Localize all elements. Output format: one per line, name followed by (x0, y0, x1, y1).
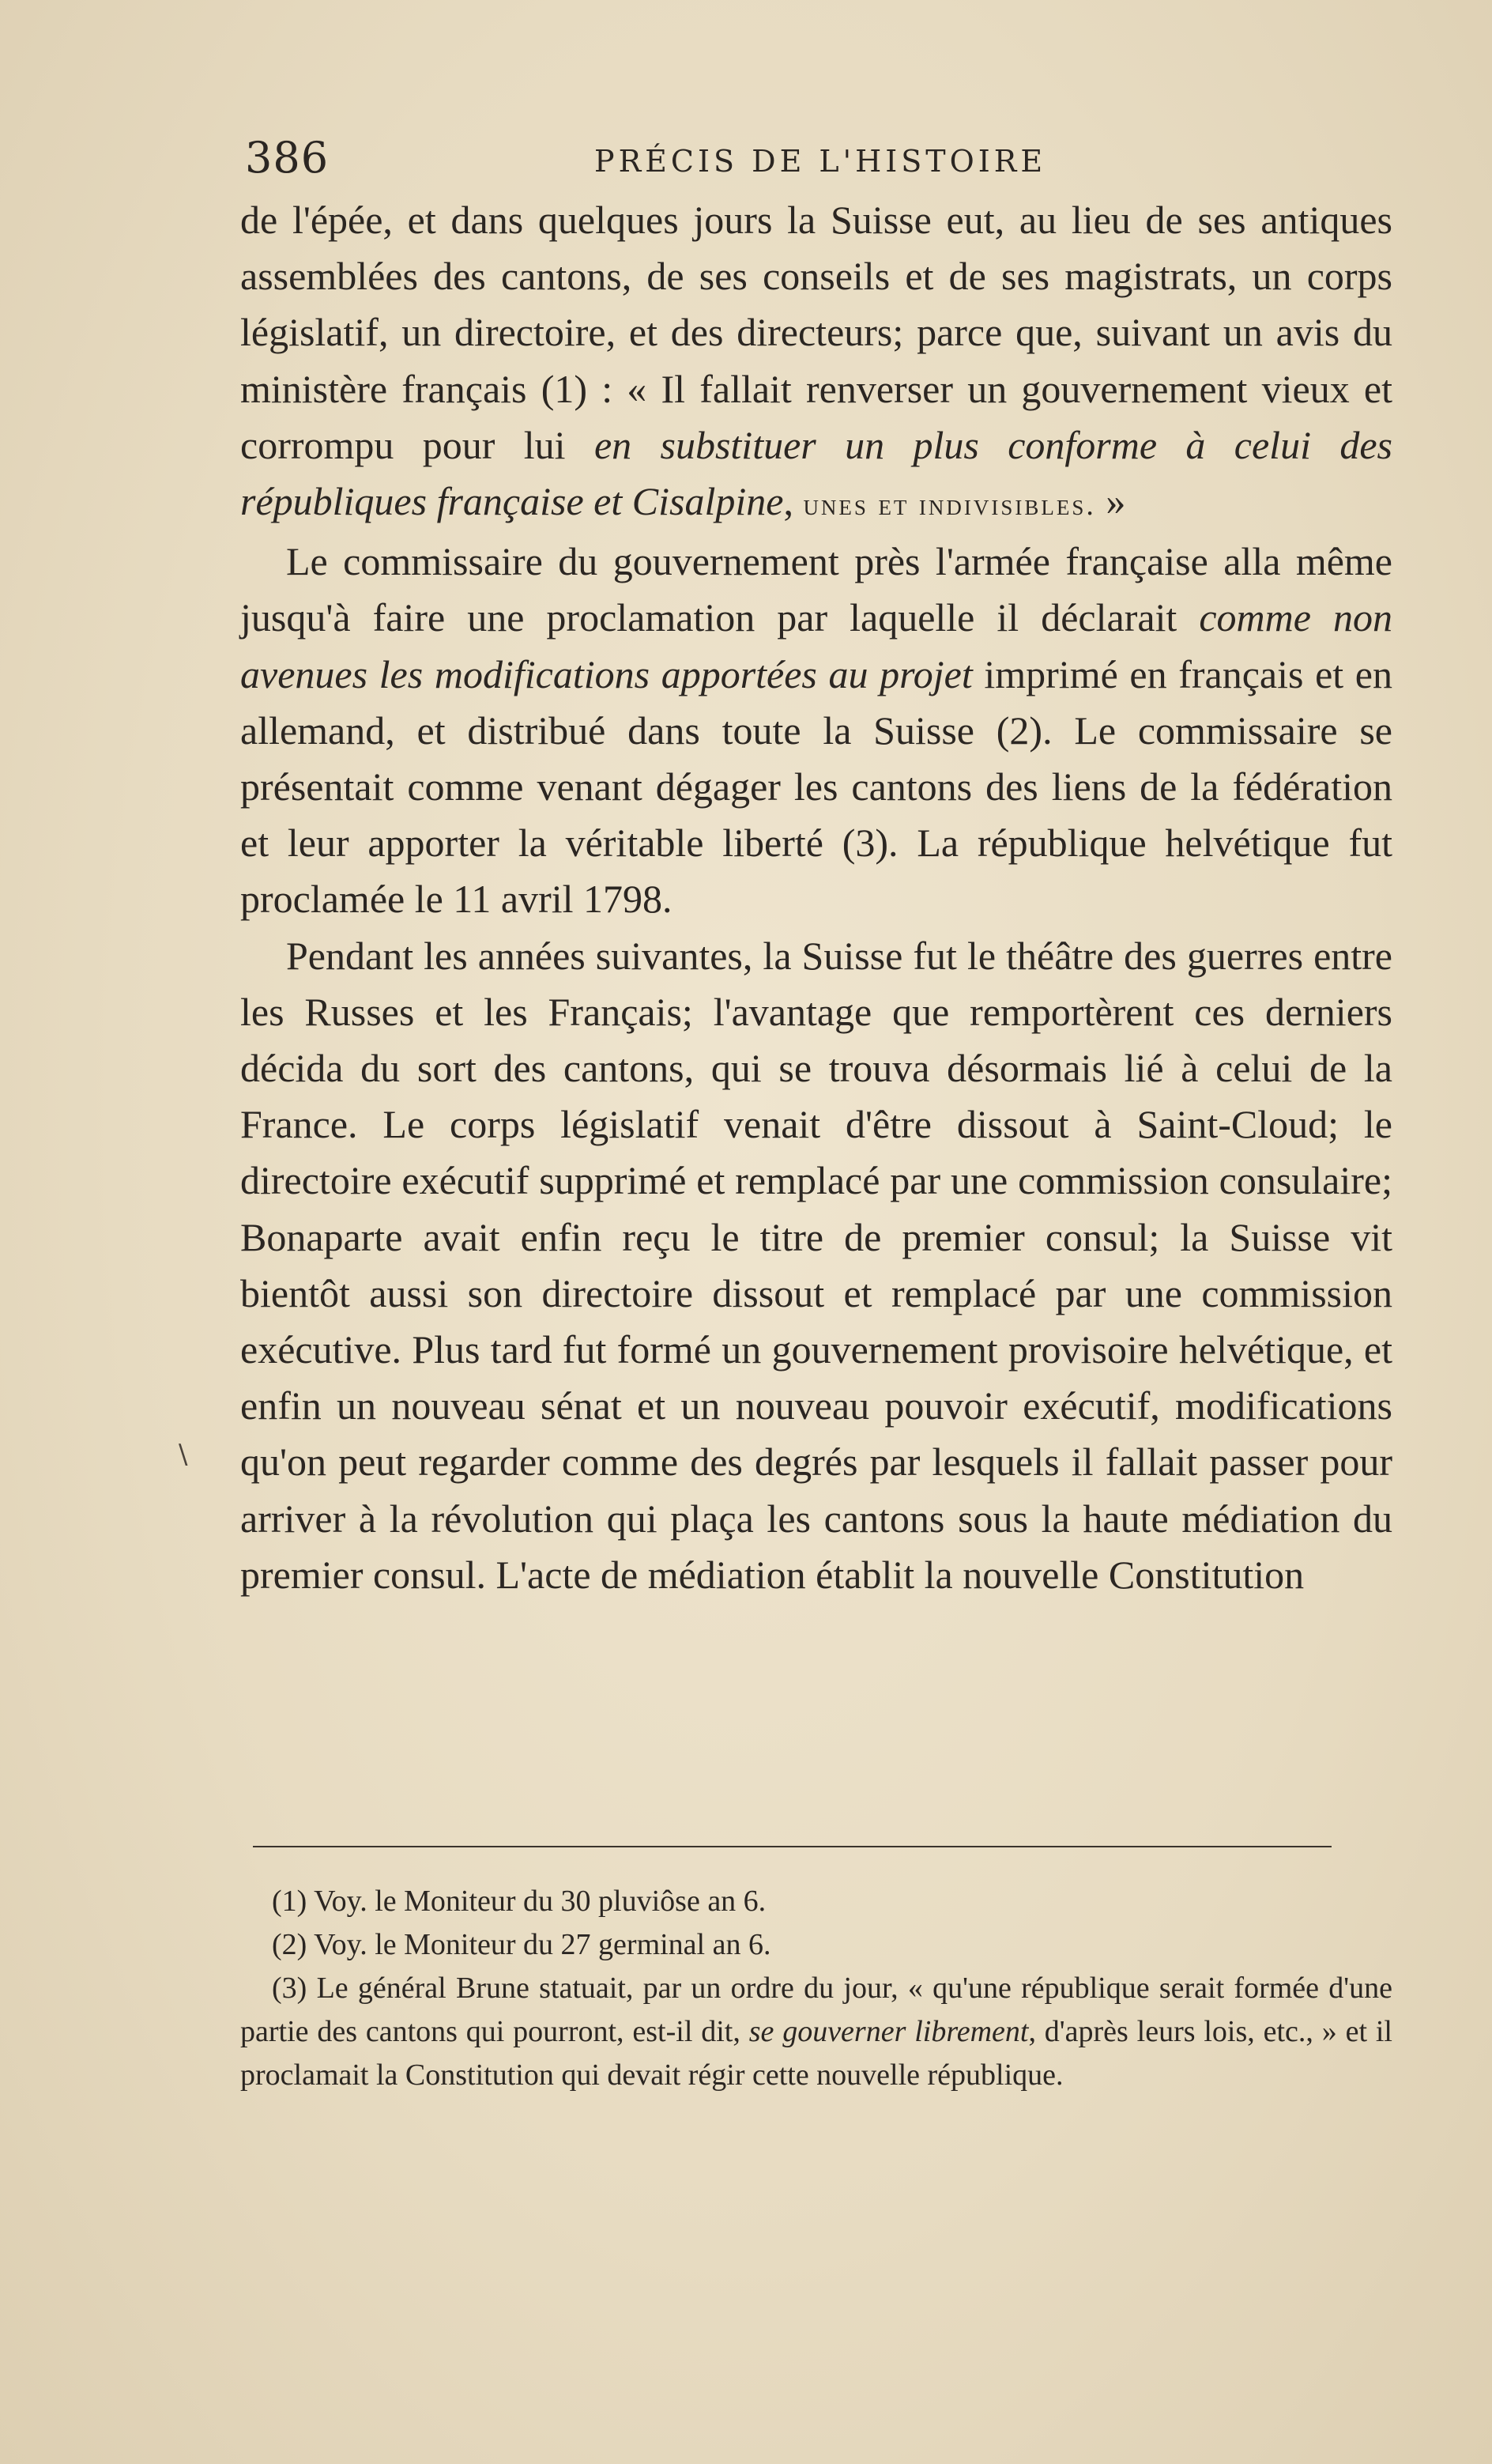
footnote-1: (1) Voy. le Moniteur du 30 pluviôse an 6. (272, 1885, 767, 1918)
running-head: PRÉCIS DE L'HISTOIRE (594, 144, 1047, 179)
page-number: 386 (245, 133, 330, 183)
body-text (240, 192, 1392, 1603)
margin-mark: \ (179, 1439, 188, 1470)
page-header (245, 133, 1399, 188)
footnote-3: (3) Le général Brune statuait, par un ordre du jour, « qu'une république serait formée d'une partie des cantons qui pourront, est-il dit, se gouverner librement, d'après leurs lois, etc., » et il proclamait la Constitution qui devait régir cette nouvelle république. (240, 1972, 1392, 2092)
small-caps-text: unes et indivisibles. (803, 489, 1096, 523)
footnotes (240, 1880, 1392, 2097)
italic-quote: en substituer un plus conforme à celui des républiques française et Cisalpine (240, 422, 1392, 524)
footnote-2: (2) Voy. le Moniteur du 27 germinal an 6. (272, 1928, 771, 1961)
footnote-italic: se gouverner librement (748, 2015, 1029, 2048)
paragraph-2: Le commissaire du gouvernement près l'armée française alla même jusqu'à faire une proclamation par laquelle il déclarait comme non avenues les modifications apportées au projet imprimé en français et en allemand, et distribué dans toute la Suisse (2). Le commissaire se présentait comme venant dégager les cantons des liens de la fédération et leur apporter la véritable liberté (3). La république helvétique fut proclamée le 11 avril 1798. (240, 539, 1392, 922)
footnote-rule (253, 1846, 1332, 1847)
paragraph-3: Pendant les années suivantes, la Suisse fut le théâtre des guerres entre les Russes et les Français; l'avantage que remportèrent ces derniers décida du sort des cantons, qui se trouva désormais lié à celui de la France. Le corps législatif venait d'être dissout à Saint-Cloud; le directoire exécutif supprimé et remplacé par une commission consulaire; Bonaparte avait enfin reçu le titre de premier consul; la Suisse vit bientôt aussi son directoire dissout et remplacé par une commission exécutive. Plus tard fut formé un gouvernement provisoire helvétique, et enfin un nouveau sénat et un nouveau pouvoir exécutif, modifications qu'on peut regarder comme des degrés par lesquels il fallait passer pour arriver à la révolution qui plaça les cantons sous la haute médiation du premier consul. L'acte de médiation établit la nouvelle Constitution (240, 933, 1392, 1597)
italic-phrase: comme non avenues les modifications apportées au projet (240, 595, 1392, 696)
paragraph-1: de l'épée, et dans quelques jours la Suisse eut, au lieu de ses antiques assemblées des cantons, de ses conseils et de ses magistrats, un corps législatif, un directoire, et des directeurs; parce que, suivant un avis du ministère français (1) : « Il fallait renverser un gouvernement vieux et corrompu pour lui en substituer un plus conforme à celui des républiques française et Cisalpine, unes et indivisibles. » (240, 198, 1392, 524)
